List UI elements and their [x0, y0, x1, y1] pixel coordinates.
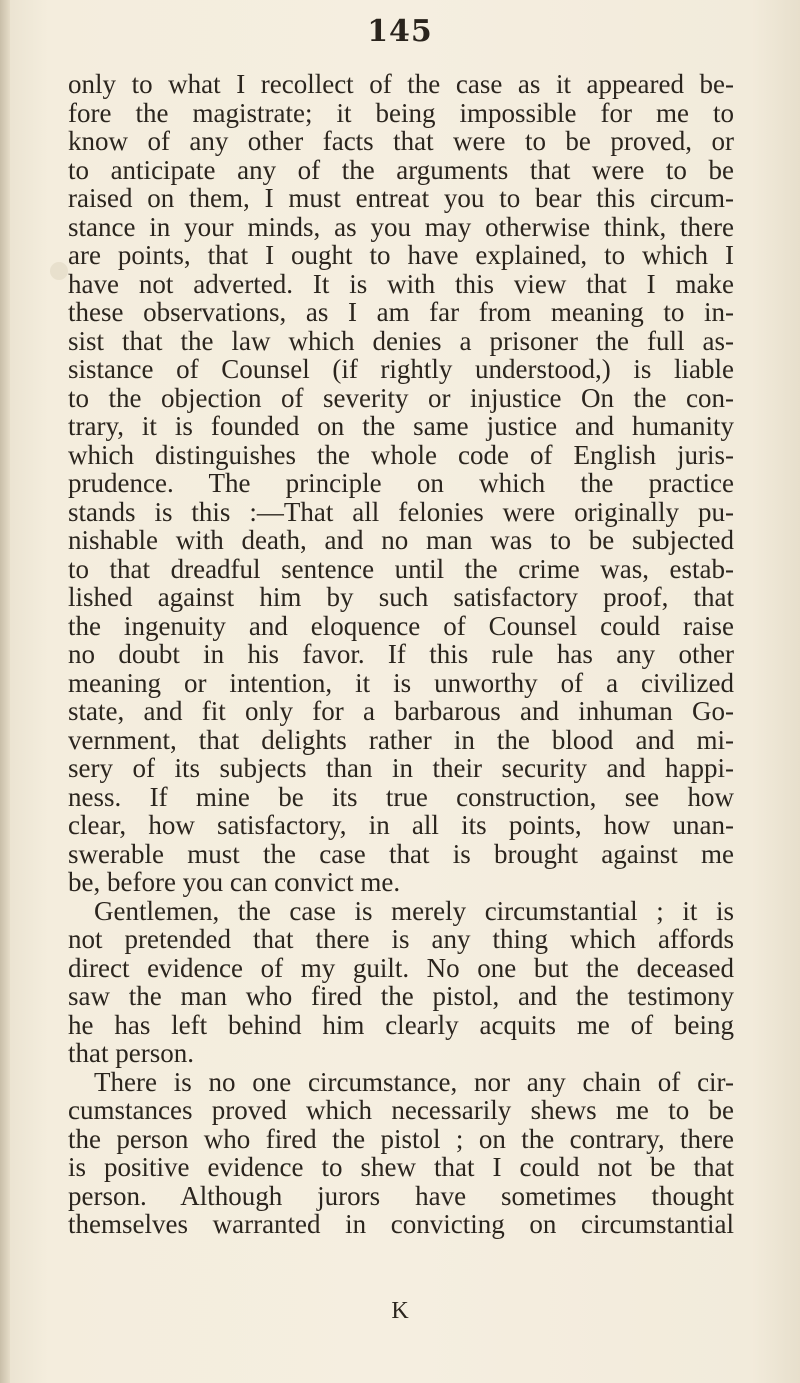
text-line: raised on them, I must entreat you to bear this circum-: [68, 183, 734, 213]
text-line: sist that the law which denies a prisoner the full as-: [68, 325, 734, 356]
text-line: saw the man who fired the pistol, and the testimony: [68, 981, 734, 1011]
signature-mark: K: [391, 1298, 409, 1324]
text-line: stance in your minds, as you may otherwise think, there: [68, 211, 734, 242]
text-line: sistance of Counsel (if rightly understood,) is liable: [68, 354, 734, 384]
text-line: prudence. The principle on which the practice: [68, 468, 734, 498]
text-line: swerable must the case that is brought against me: [68, 838, 734, 869]
text-line: person. Although jurors have sometimes thought: [68, 1180, 734, 1211]
text-line: stands is this :—That all felonies were originally pu-: [68, 496, 734, 527]
text-line: no doubt in his favor. If this rule has any other: [68, 639, 734, 669]
paper-stain: [50, 262, 68, 280]
page-binding-edge: [0, 0, 10, 1383]
text-line: cumstances proved which necessarily shews me to be: [68, 1095, 734, 1125]
text-line: state, and fit only for a barbarous and inhuman Go-: [68, 696, 734, 726]
text-line: meaning or intention, it is unworthy of a civilized: [68, 667, 734, 698]
text-line: the person who fired the pistol ; on the contrary, there: [68, 1123, 734, 1154]
text-line: to the objection of severity or injustice On the con-: [68, 382, 734, 413]
text-line: clear, how satisfactory, in all its points, how unan-: [68, 810, 734, 840]
text-line: know of any other facts that were to be proved, or: [68, 126, 734, 156]
text-line: only to what I recollect of the case as it appeared be-: [68, 69, 734, 99]
text-line: Gentlemen, the case is merely circumstantial ; it is: [94, 895, 734, 926]
text-line: sery of its subjects than in their security and happi-: [68, 753, 734, 783]
text-line: trary, it is founded on the same justice and humanity: [68, 411, 734, 441]
text-line: ness. If mine be its true construction, see how: [68, 781, 734, 812]
page-number: 145: [367, 14, 433, 49]
text-line: vernment, that delights rather in the blood and mi-: [68, 724, 734, 755]
text-line: nishable with death, and no man was to be subjected: [68, 525, 734, 555]
text-line: he has left behind him clearly acquits me of being: [68, 1009, 734, 1040]
text-line: that person.: [68, 1038, 194, 1068]
text-line: direct evidence of my guilt. No one but the deceased: [68, 952, 734, 983]
text-line: to that dreadful sentence until the crime was, estab-: [68, 553, 734, 584]
text-line: to anticipate any of the arguments that were to be: [68, 154, 734, 185]
text-line: have not adverted. It is with this view that I make: [68, 268, 734, 299]
text-line: fore the magistrate; it being impossible for me to: [68, 97, 734, 128]
text-line: are points, that I ought to have explained, to which I: [68, 240, 734, 270]
text-line: which distinguishes the whole code of English juris-: [68, 439, 734, 470]
text-line: is positive evidence to shew that I could not be that: [68, 1152, 734, 1182]
text-line: There is no one circumstance, nor any chain of cir-: [94, 1066, 734, 1097]
body-text: [68, 70, 734, 1239]
text-line: these observations, as I am far from meaning to in-: [68, 297, 734, 327]
text-line: themselves warranted in convicting on circumstantial: [68, 1209, 734, 1239]
text-line: be, before you can convict me.: [68, 867, 401, 897]
text-line: the ingenuity and eloquence of Counsel could raise: [68, 610, 734, 641]
text-line: lished against him by such satisfactory proof, that: [68, 582, 734, 612]
text-line: not pretended that there is any thing which affords: [68, 924, 734, 954]
